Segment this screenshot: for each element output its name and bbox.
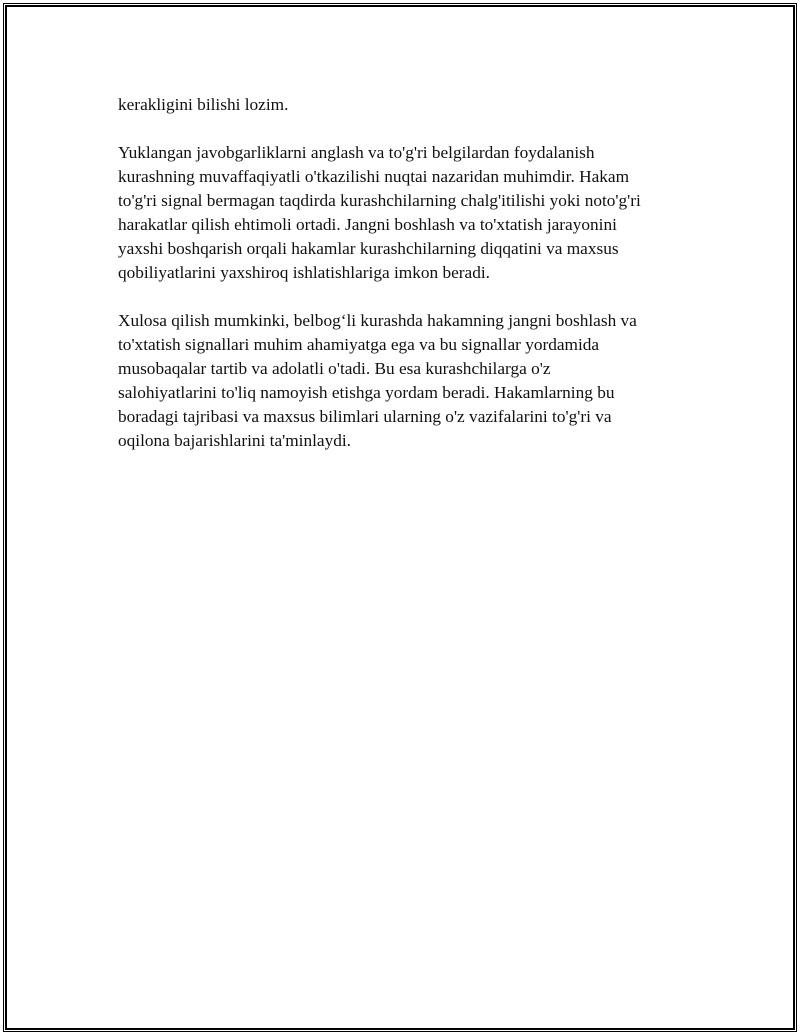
- text-line: Xulosa qilish mumkinki, belbog‘li kurashda hakamning jangni boshlash va: [118, 311, 637, 330]
- text-line: oqilona bajarishlarini ta'minlaydi.: [118, 431, 351, 450]
- text-line: salohiyatlarini to'liq namoyish etishga yordam beradi. Hakamlarning bu: [118, 383, 615, 402]
- paragraph-responsibilities: [118, 141, 690, 285]
- text-line: musobaqalar tartib va adolatli o'tadi. Bu esa kurashchilarga o'z: [118, 359, 551, 378]
- text-line: harakatlar qilish ehtimoli ortadi. Jangni boshlash va to'xtatish jarayonini: [118, 215, 617, 234]
- text-line: Yuklangan javobgarliklarni anglash va to'g'ri belgilardan foydalanish: [118, 143, 595, 162]
- text-line: yaxshi boshqarish orqali hakamlar kurashchilarning diqqatini va maxsus: [118, 239, 619, 258]
- text-line: kurashning muvaffaqiyatli o'tkazilishi nuqtai nazaridan muhimdir. Hakam: [118, 167, 630, 186]
- text-line: to'xtatish signallari muhim ahamiyatga ega va bu signallar yordamida: [118, 335, 600, 354]
- document-body: [118, 93, 690, 477]
- text-line: to'g'ri signal bermagan taqdirda kurashchilarning chalg'itilishi yoki noto'g'ri: [118, 191, 641, 210]
- text-line: boradagi tajribasi va maxsus bilimlari ularning o'z vazifalarini to'g'ri va: [118, 407, 612, 426]
- paragraph-continuation: [118, 93, 690, 117]
- text-line: kerakligini bilishi lozim.: [118, 95, 289, 114]
- paragraph-conclusion: [118, 309, 690, 453]
- text-line: qobiliyatlarini yaxshiroq ishlatishlariga imkon beradi.: [118, 263, 490, 282]
